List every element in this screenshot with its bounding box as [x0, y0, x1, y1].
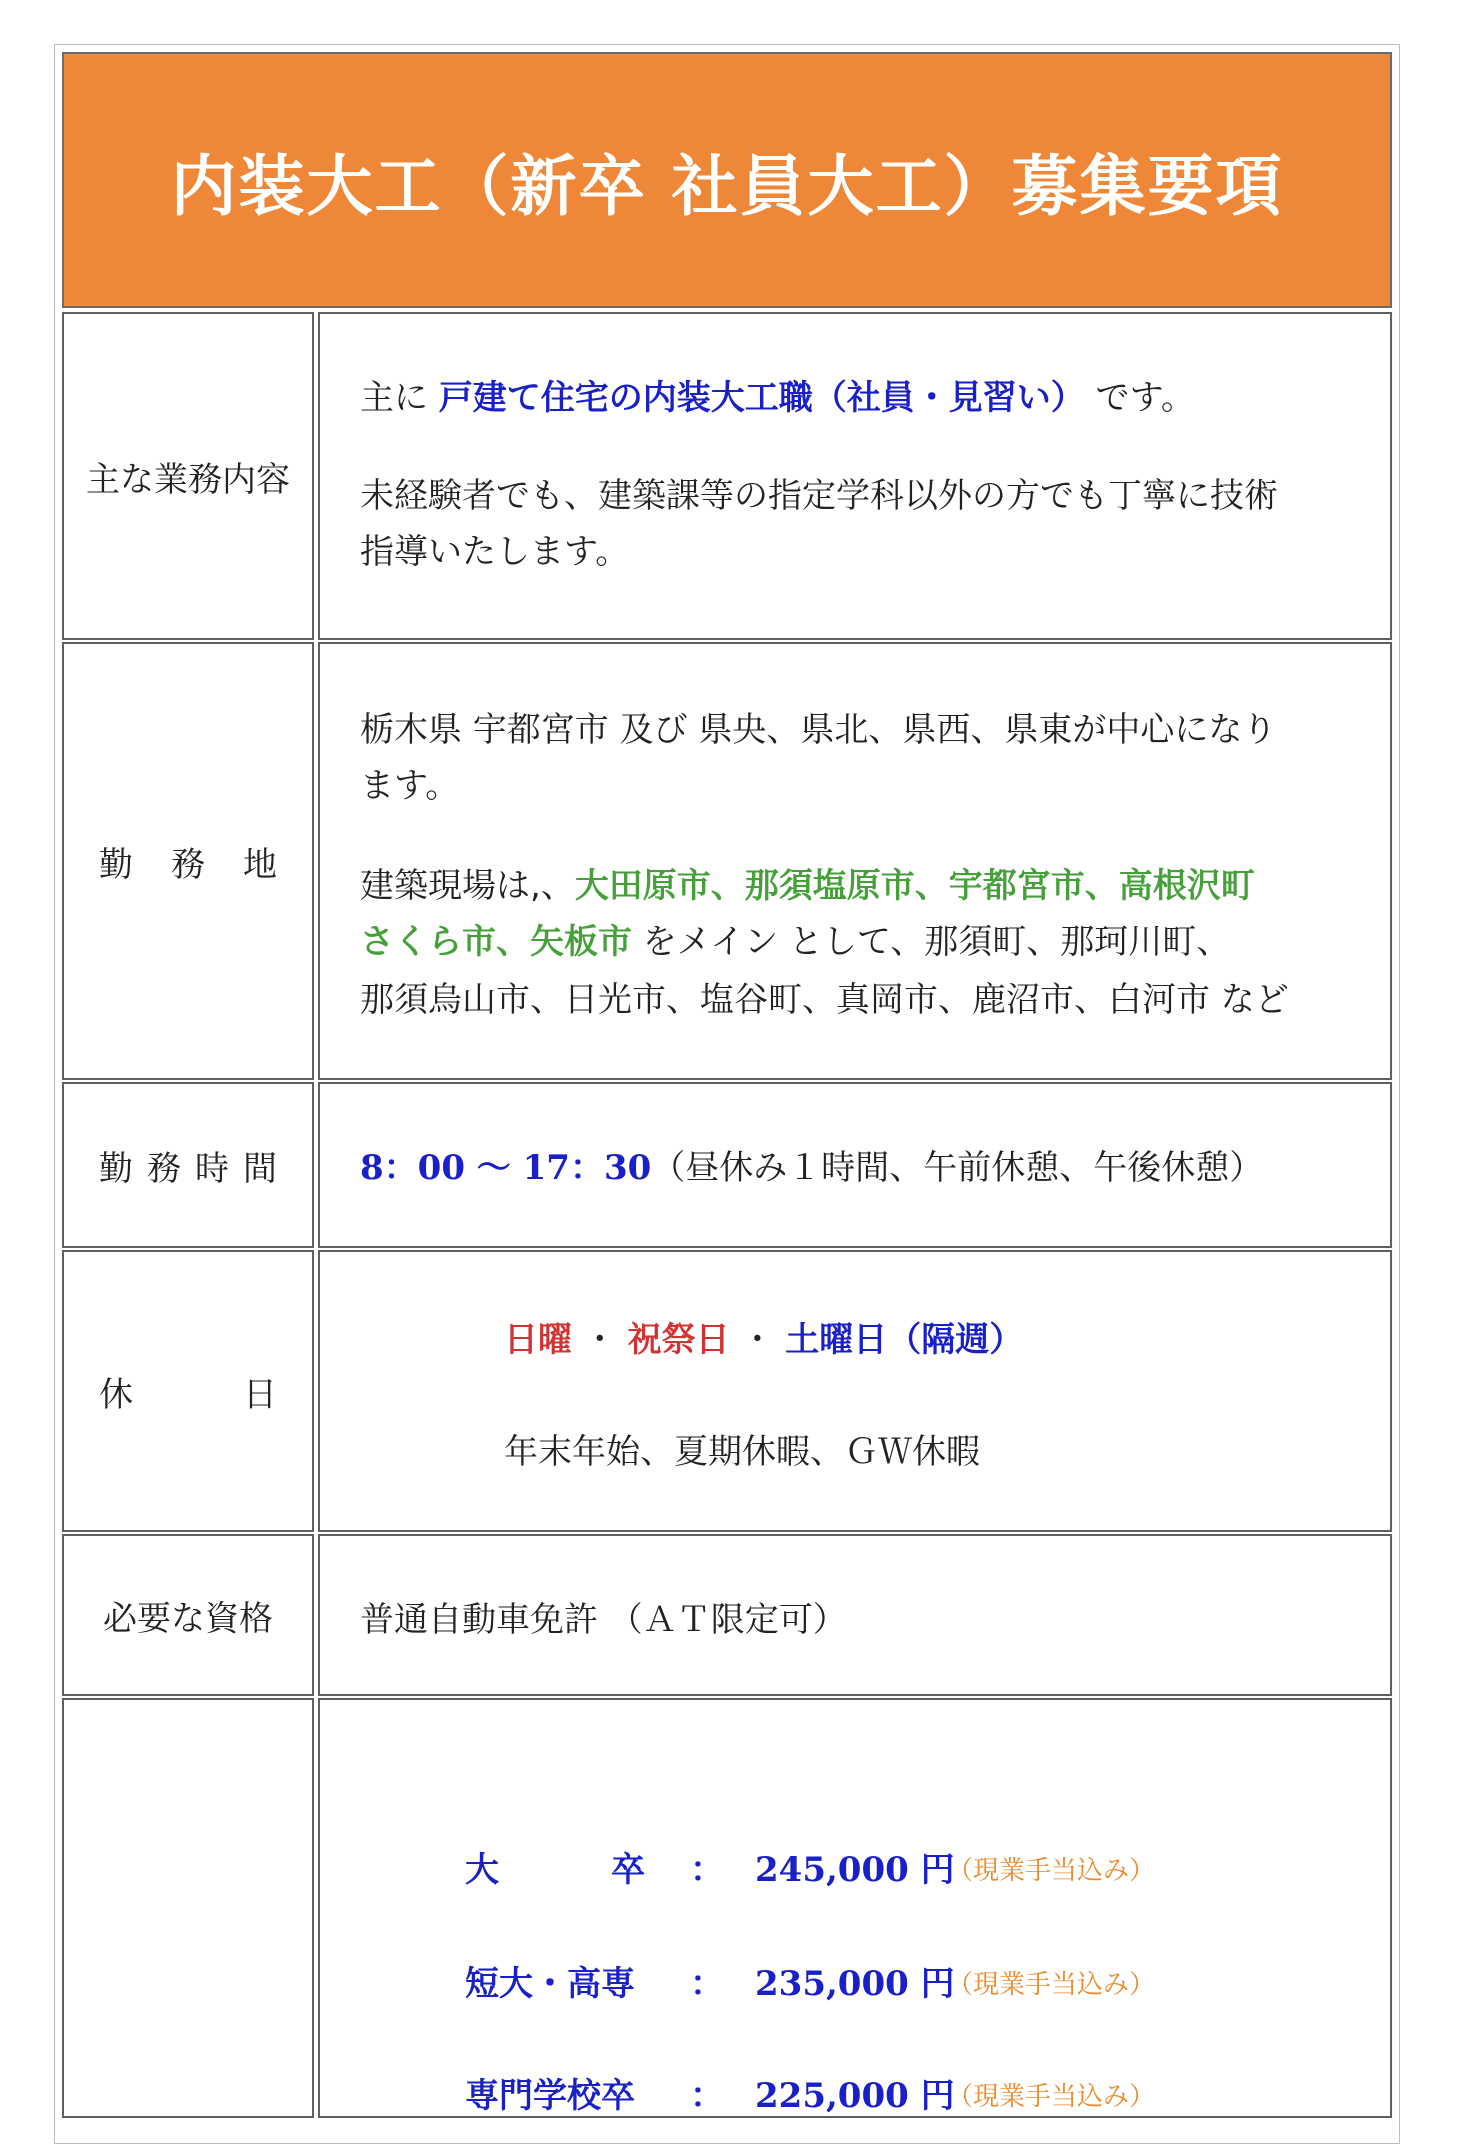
holidays-label-cell	[62, 1250, 314, 1532]
location-label: 勤 務 地	[99, 844, 277, 885]
location-line-4: さくら市、矢板市 をメイン として、那須町、那珂川町、	[360, 922, 1231, 962]
holiday-sunday: 日曜	[504, 1320, 572, 1360]
hours-label: 勤 務 時 間	[99, 1148, 277, 1189]
holidays-line-2: 年末年始、夏期休暇、ＧＷ休暇	[504, 1432, 980, 1472]
location-content-cell	[318, 642, 1392, 1080]
page-title: 内装大工（新卒 社員大工）募集要項	[170, 146, 1284, 225]
duties-line-1: 主に 戸建て住宅の内装大工職（社員・見習い） です。	[360, 378, 1195, 418]
salary-row-label: 短大・高専	[465, 1964, 635, 2004]
holiday-national: 祝祭日	[627, 1320, 730, 1360]
salary-row-label: 大 卒	[465, 1850, 645, 1890]
duties-label-cell	[62, 312, 314, 640]
qualification-value: 普通自動車免許 （ＡＴ限定可）	[360, 1600, 847, 1640]
hours-time: 8：00 〜 17：30	[360, 1148, 652, 1188]
location-label-cell	[62, 642, 314, 1080]
duties-line-3: 指導いたします。	[360, 532, 630, 572]
location-line-3: 建築現場は,、大田原市、那須塩原市、宇都宮市、高根沢町	[360, 866, 1255, 906]
salary-amount: 225,000 円	[755, 2076, 955, 2116]
location-line-2: ます。	[360, 766, 460, 806]
qualification-content-cell	[318, 1534, 1392, 1696]
salary-row-label: 専門学校卒	[465, 2076, 635, 2116]
qualification-label: 必要な資格	[103, 1598, 273, 1639]
location-main-cities-2: さくら市、矢板市	[360, 922, 632, 962]
salary-amount: 235,000 円	[755, 1964, 955, 2004]
hours-line	[360, 1140, 1263, 1196]
title-banner	[62, 52, 1392, 308]
duties-content-cell	[318, 312, 1392, 640]
salary-note: （現業手当込み）	[947, 1856, 1156, 1886]
salary-content-cell: 大 卒 ： 245,000 円 （現業手当込み） 短大・高専 ： 235,000 円 （現業手当込み） 専門学校卒 ： 225,000 円 （現業手当込み）	[318, 1698, 1392, 2118]
salary-note: （現業手当込み）	[947, 2082, 1156, 2112]
location-line-5: 那須烏山市、日光市、塩谷町、真岡市、鹿沼市、白河市 など	[360, 980, 1289, 1020]
salary-amount: 245,000 円	[755, 1850, 955, 1890]
holidays-line-1: 日曜 ・ 祝祭日 ・ 土曜日（隔週）	[504, 1320, 1024, 1360]
location-line-1: 栃木県 宇都宮市 及び 県央、県北、県西、県東が中心になり	[360, 710, 1277, 750]
salary-note: （現業手当込み）	[947, 1970, 1156, 2000]
hours-label-cell	[62, 1082, 314, 1248]
duties-highlight: 戸建て住宅の内装大工職（社員・見習い）	[438, 378, 1085, 418]
qualification-label-cell	[62, 1534, 314, 1696]
duties-line-2: 未経験者でも、建築課等の指定学科以外の方でも丁寧に技術	[360, 476, 1278, 516]
hours-content-cell	[318, 1082, 1392, 1248]
holidays-label: 休 日	[99, 1374, 277, 1415]
holiday-saturday: 土曜日（隔週）	[785, 1320, 1024, 1360]
salary-label-cell	[62, 1698, 314, 2118]
duties-label: 主な業務内容	[86, 459, 290, 500]
hours-note: （昼休み１時間、午前休憩、午後休憩）	[651, 1148, 1264, 1188]
location-main-cities-1: 大田原市、那須塩原市、宇都宮市、高根沢町	[574, 866, 1255, 906]
holidays-content-cell	[318, 1250, 1392, 1532]
